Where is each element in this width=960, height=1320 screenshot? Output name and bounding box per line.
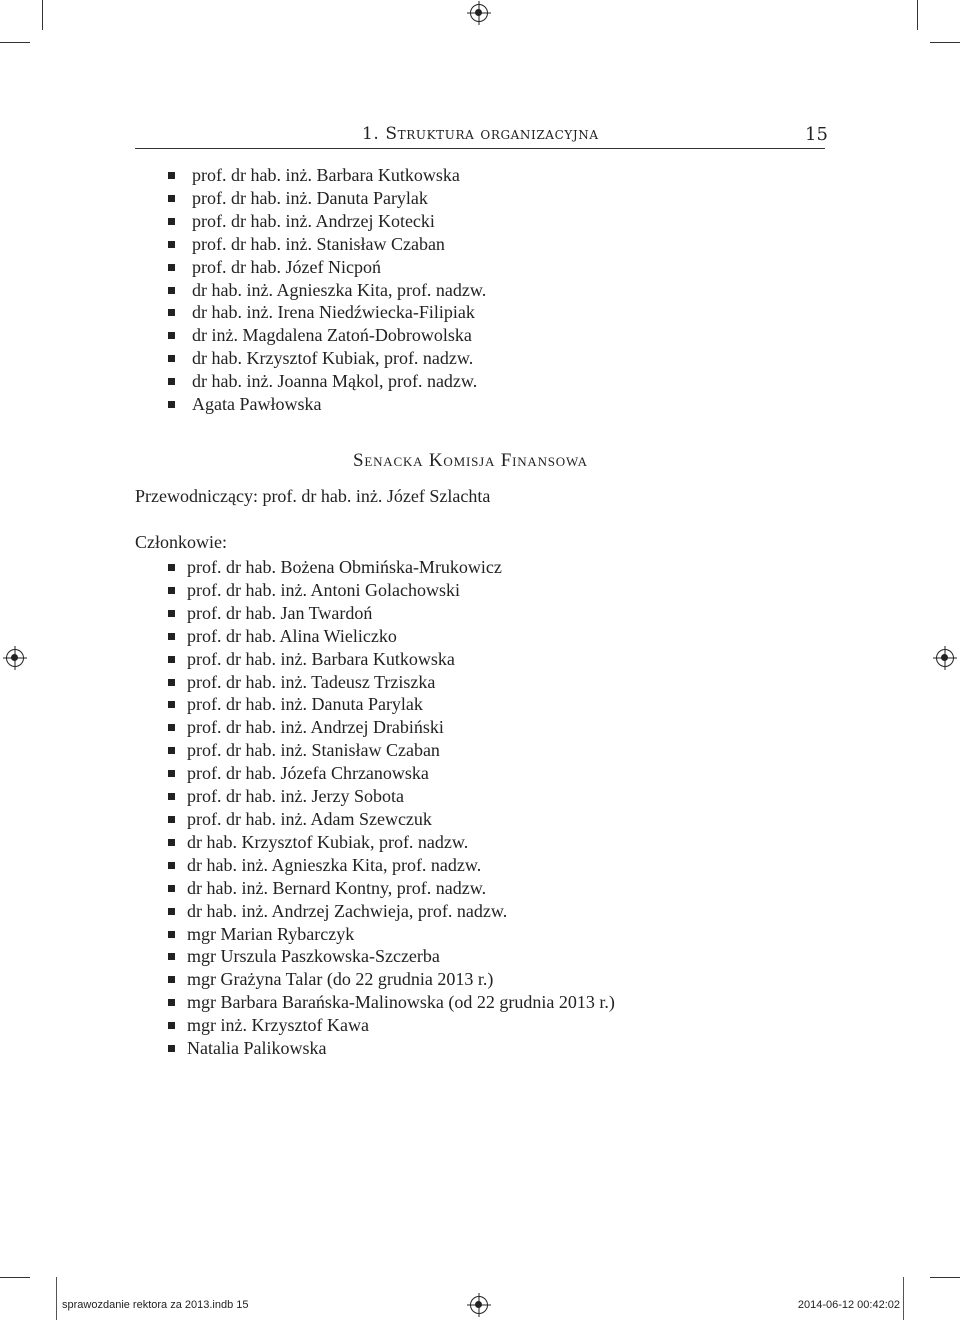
square-bullet-icon	[168, 218, 175, 225]
list-item-text: prof. dr hab. inż. Danuta Parylak	[187, 694, 423, 715]
list-item-text: prof. dr hab. Jan Twardoń	[187, 602, 373, 623]
list-item	[187, 785, 615, 808]
square-bullet-icon	[168, 908, 175, 915]
list-item-text: mgr Grażyna Talar (do 22 grudnia 2013 r.)	[187, 969, 494, 990]
list-item	[187, 1037, 615, 1060]
registration-mark-icon	[470, 4, 488, 22]
square-bullet-icon	[168, 172, 175, 179]
square-bullet-icon	[168, 610, 175, 617]
list-item-text: prof. dr hab. inż. Andrzej Kotecki	[192, 210, 435, 231]
list-item-text: dr hab. Krzysztof Kubiak, prof. nadzw.	[192, 348, 474, 369]
list-item-text: prof. dr hab. Bożena Obmińska-Mrukowicz	[187, 557, 502, 577]
square-bullet-icon	[168, 309, 175, 316]
chair-line: Przewodniczący: prof. dr hab. inż. Józef Szlachta	[135, 486, 491, 506]
member-list	[187, 556, 615, 1060]
list-item-text: mgr inż. Krzysztof Kawa	[187, 1015, 369, 1036]
list-item-text: prof. dr hab. inż. Tadeusz Trziszka	[187, 671, 436, 692]
square-bullet-icon	[168, 378, 175, 385]
square-bullet-icon	[168, 264, 175, 271]
member-list-top	[192, 164, 486, 416]
list-item	[187, 831, 615, 854]
list-item	[192, 279, 486, 302]
square-bullet-icon	[168, 862, 175, 869]
list-item	[187, 923, 615, 946]
list-item	[187, 945, 615, 968]
list-item	[187, 877, 615, 900]
crop-mark-bottom-left-h	[0, 1277, 30, 1278]
square-bullet-icon	[168, 564, 175, 571]
list-item-text: dr hab. inż. Bernard Kontny, prof. nadzw.	[187, 877, 487, 898]
square-bullet-icon	[168, 1022, 175, 1029]
list-item-text: dr hab. inż. Agnieszka Kita, prof. nadzw.	[187, 854, 482, 875]
list-item	[187, 968, 615, 991]
list-item-text: mgr Urszula Paszkowska-Szczerba	[187, 946, 440, 967]
list-item	[192, 324, 486, 347]
square-bullet-icon	[168, 793, 175, 800]
list-item	[192, 187, 486, 210]
square-bullet-icon	[168, 587, 175, 594]
crop-mark-top-left-h	[0, 42, 30, 43]
list-item	[187, 739, 615, 762]
list-item	[192, 301, 486, 324]
list-item-text: prof. dr hab. Alina Wieliczko	[187, 625, 397, 646]
section-title: Senacka Komisja Finansowa	[353, 450, 588, 471]
list-item-text: prof. dr hab. inż. Antoni Golachowski	[187, 579, 460, 600]
square-bullet-icon	[168, 953, 175, 960]
crop-mark-top-right-h	[930, 42, 960, 43]
list-item-text: prof. dr hab. inż. Barbara Kutkowska	[187, 648, 455, 669]
list-item-text: dr hab. inż. Joanna Mąkol, prof. nadzw.	[192, 371, 478, 392]
list-item	[192, 210, 486, 233]
square-bullet-icon	[168, 747, 175, 754]
list-item	[187, 900, 615, 923]
square-bullet-icon	[168, 839, 175, 846]
list-item-text: prof. dr hab. inż. Barbara Kutkowska	[192, 165, 460, 185]
list-item	[192, 370, 486, 393]
registration-mark-icon	[6, 649, 24, 667]
list-item-text: dr hab. inż. Agnieszka Kita, prof. nadzw.	[192, 279, 487, 300]
list-item-text: Natalia Palikowska	[187, 1038, 327, 1059]
square-bullet-icon	[168, 976, 175, 983]
list-item-text: mgr Barbara Barańska-Malinowska (od 22 grudnia 2013 r.)	[187, 992, 615, 1013]
square-bullet-icon	[168, 724, 175, 731]
list-item-text: dr hab. inż. Andrzej Zachwieja, prof. nadzw.	[187, 900, 508, 921]
list-item	[187, 991, 615, 1014]
square-bullet-icon	[168, 885, 175, 892]
list-item	[192, 347, 486, 370]
crop-mark-top-left	[42, 0, 43, 30]
square-bullet-icon	[168, 770, 175, 777]
list-item	[187, 1014, 615, 1037]
list-item	[187, 648, 615, 671]
header-rule	[135, 148, 825, 149]
list-item	[187, 625, 615, 648]
square-bullet-icon	[168, 332, 175, 339]
list-item-text: Agata Pawłowska	[192, 394, 322, 415]
list-item	[187, 854, 615, 877]
running-title: 1. Struktura organizacyjna	[362, 124, 599, 144]
crop-mark-top-right	[917, 0, 918, 30]
list-item-text: dr hab. Krzysztof Kubiak, prof. nadzw.	[187, 831, 469, 852]
square-bullet-icon	[168, 656, 175, 663]
list-item	[187, 602, 615, 625]
crop-mark-bottom-right-h	[930, 1277, 960, 1278]
list-item	[187, 556, 615, 579]
page-number: 15	[805, 124, 828, 145]
square-bullet-icon	[168, 287, 175, 294]
list-item-text: prof. dr hab. inż. Stanisław Czaban	[187, 740, 440, 761]
list-item-text: dr inż. Magdalena Zatoń-Dobrowolska	[192, 325, 472, 346]
list-item	[187, 579, 615, 602]
list-item-text: prof. dr hab. Józef Nicpoń	[192, 256, 381, 277]
square-bullet-icon	[168, 401, 175, 408]
list-item	[192, 233, 486, 256]
list-item	[187, 808, 615, 831]
square-bullet-icon	[168, 999, 175, 1006]
members-label: Członkowie:	[135, 532, 227, 552]
square-bullet-icon	[168, 1045, 175, 1052]
footer-timestamp: 2014-06-12 00:42:02	[797, 1299, 900, 1311]
list-item	[192, 164, 486, 187]
square-bullet-icon	[168, 701, 175, 708]
list-item	[187, 716, 615, 739]
square-bullet-icon	[168, 355, 175, 362]
list-item-text: prof. dr hab. inż. Jerzy Sobota	[187, 786, 404, 807]
list-item	[187, 693, 615, 716]
list-item-text: prof. dr hab. Józefa Chrzanowska	[187, 763, 429, 784]
list-item-text: prof. dr hab. inż. Adam Szewczuk	[187, 808, 432, 829]
list-item-text: mgr Marian Rybarczyk	[187, 923, 355, 944]
list-item	[187, 762, 615, 785]
square-bullet-icon	[168, 931, 175, 938]
registration-mark-icon	[936, 649, 954, 667]
square-bullet-icon	[168, 816, 175, 823]
list-item	[192, 256, 486, 279]
square-bullet-icon	[168, 679, 175, 686]
square-bullet-icon	[168, 195, 175, 202]
list-item-text: prof. dr hab. inż. Andrzej Drabiński	[187, 717, 444, 738]
list-item	[192, 393, 486, 416]
list-item	[187, 671, 615, 694]
list-item-text: dr hab. inż. Irena Niedźwiecka-Filipiak	[192, 302, 475, 323]
square-bullet-icon	[168, 633, 175, 640]
footer-file-name: sprawozdanie rektora za 2013.indb 15	[62, 1299, 249, 1311]
list-item-text: prof. dr hab. inż. Stanisław Czaban	[192, 233, 445, 254]
list-item-text: prof. dr hab. inż. Danuta Parylak	[192, 187, 428, 208]
square-bullet-icon	[168, 241, 175, 248]
